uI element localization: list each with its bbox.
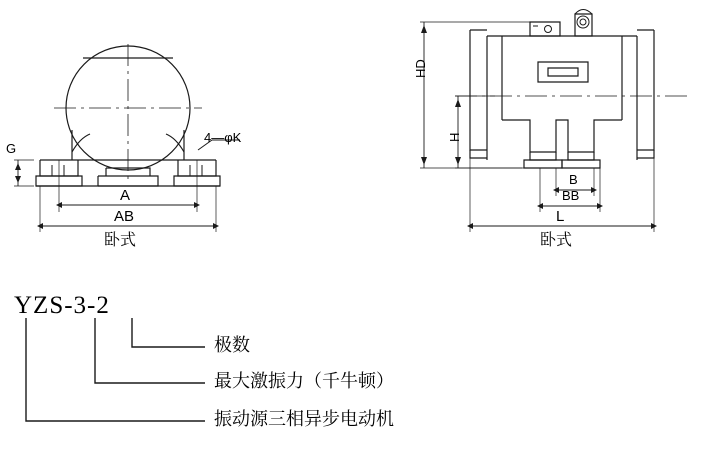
dim-label-L: L	[556, 208, 565, 225]
view-caption-side: 卧式	[540, 230, 573, 249]
dim-label-G: G	[6, 141, 17, 156]
dim-label-H: H	[447, 132, 462, 142]
leader-machine	[26, 318, 205, 421]
dim-label-BB: BB	[562, 188, 580, 203]
dim-label-B: B	[569, 172, 578, 187]
dim-label-K: 4—φK	[204, 130, 242, 145]
legend-poles: 极数	[214, 335, 250, 356]
dim-label-AB: AB	[114, 208, 135, 225]
model-designation: YZS-3-2	[14, 292, 110, 319]
dim-label-HD: HD	[413, 59, 428, 78]
leader-poles	[132, 318, 205, 347]
side-foot-right	[562, 160, 600, 168]
side-foot-left	[524, 160, 562, 168]
dim-label-A: A	[120, 187, 131, 204]
legend-machine: 振动源三相异步电动机	[214, 409, 394, 430]
legend-max-force: 最大激振力（千牛顿）	[214, 371, 394, 392]
leader-max-force	[95, 318, 205, 383]
terminal-box	[538, 62, 588, 82]
view-caption-front: 卧式	[104, 230, 137, 249]
